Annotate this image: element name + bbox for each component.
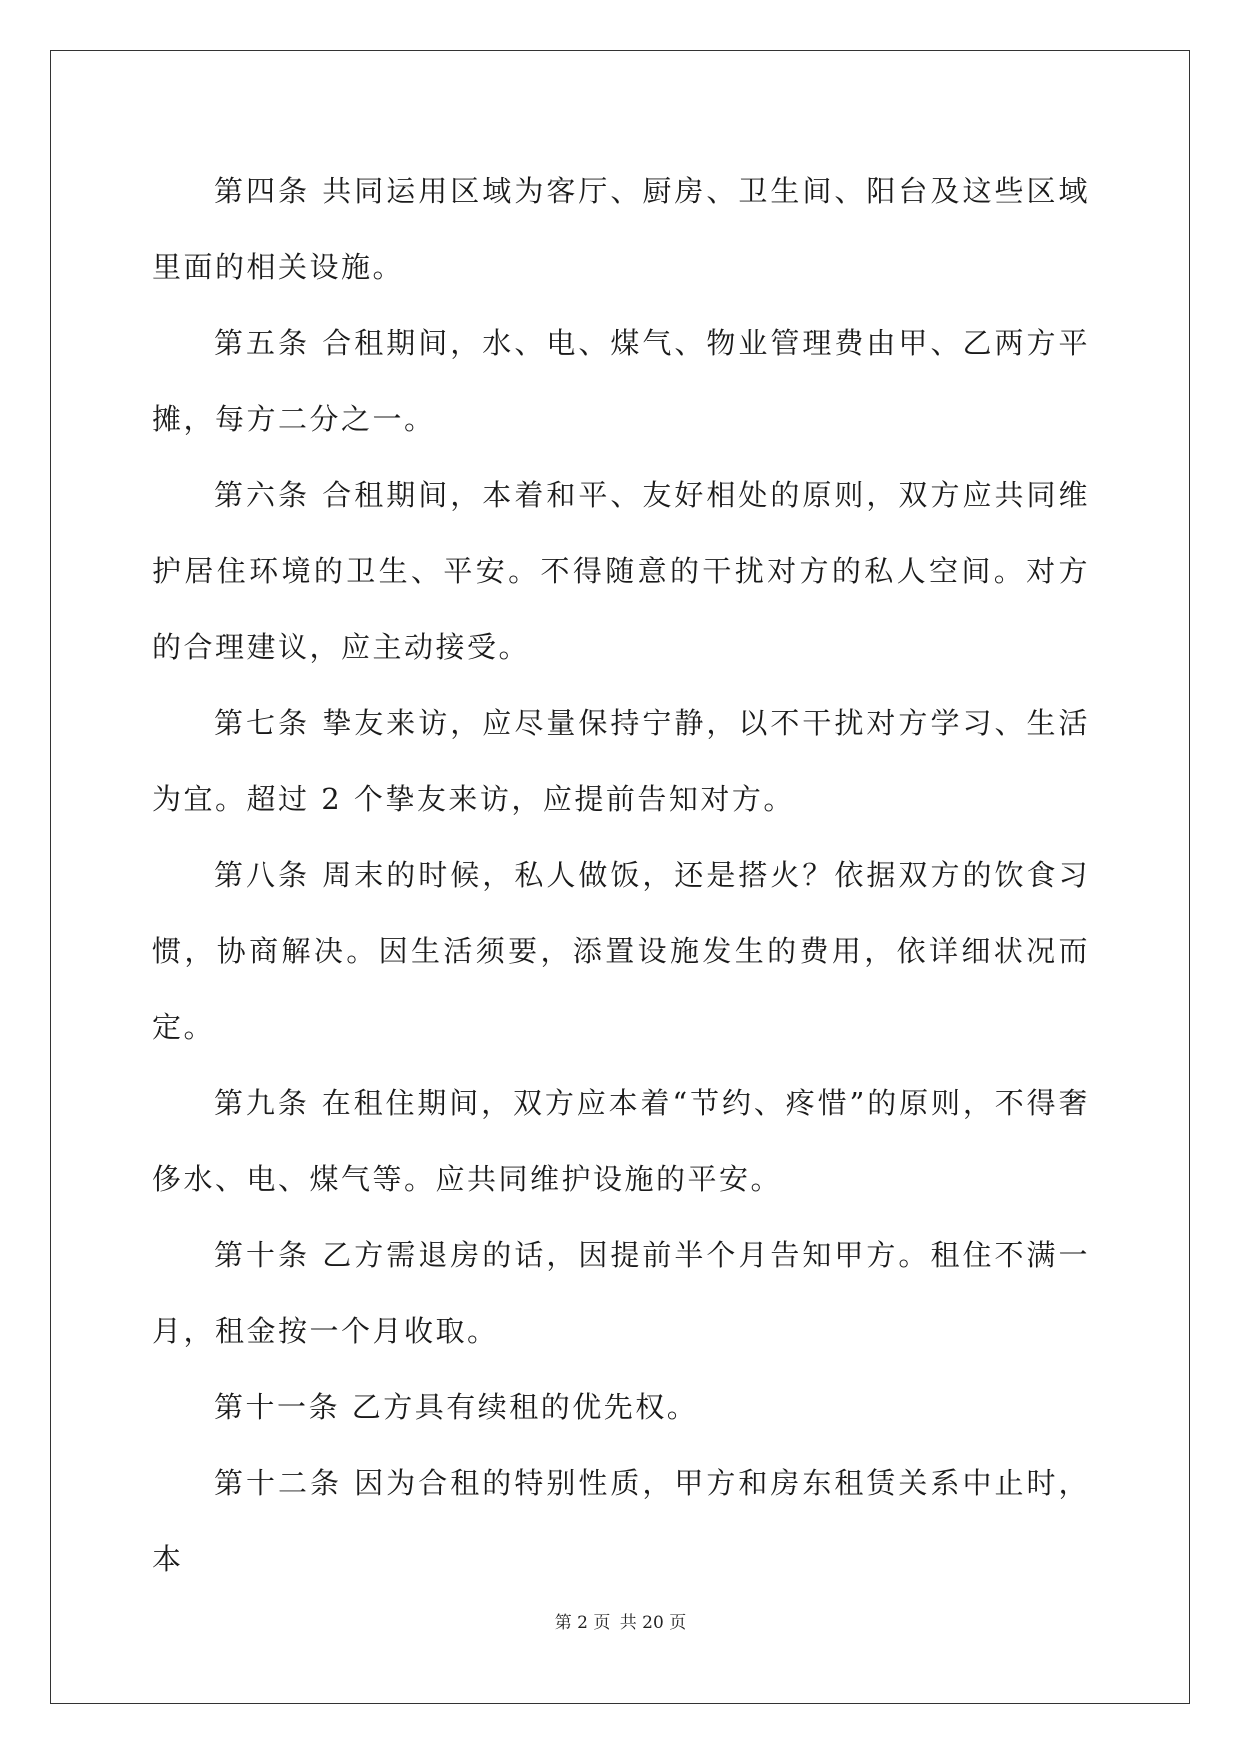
paragraph-article-12: 第十二条 因为合租的特别性质，甲方和房东租赁关系中止时，本: [152, 1466, 1090, 1576]
document-body: [152, 153, 1090, 1597]
paragraph-article-5: 第五条 合租期间，水、电、煤气、物业管理费由甲、乙两方平摊，每方二分之一。: [152, 326, 1090, 436]
paragraph-article-9: 第九条 在租住期间，双方应本着“节约、疼惜”的原则，不得奢侈水、电、煤气等。应共同维护设施的平安。: [152, 1086, 1090, 1196]
paragraph-article-6: 第六条 合租期间，本着和平、友好相处的原则，双方应共同维护居住环境的卫生、平安。不得随意的干扰对方的私人空间。对方的合理建议，应主动接受。: [152, 478, 1090, 664]
paragraph-article-8: 第八条 周末的时候，私人做饭，还是搭火？依据双方的饮食习惯，协商解决。因生活须要，添置设施发生的费用，依详细状况而定。: [152, 858, 1090, 1044]
paragraph-article-11: 第十一条 乙方具有续租的优先权。: [214, 1390, 699, 1424]
paragraph-article-10: 第十条 乙方需退房的话，因提前半个月告知甲方。租住不满一月，租金按一个月收取。: [152, 1238, 1090, 1348]
page-footer: [0, 1608, 1241, 1633]
page-total: 共 20 页: [619, 1613, 687, 1633]
paragraph-article-4: 第四条 共同运用区域为客厅、厨房、卫生间、阳台及这些区域里面的相关设施。: [152, 174, 1090, 284]
paragraph-article-7: 第七条 挚友来访，应尽量保持宁静，以不干扰对方学习、生活为宜。超过 2 个挚友来访，应提前告知对方。: [152, 706, 1090, 816]
page-number: 第 2 页: [554, 1613, 611, 1633]
